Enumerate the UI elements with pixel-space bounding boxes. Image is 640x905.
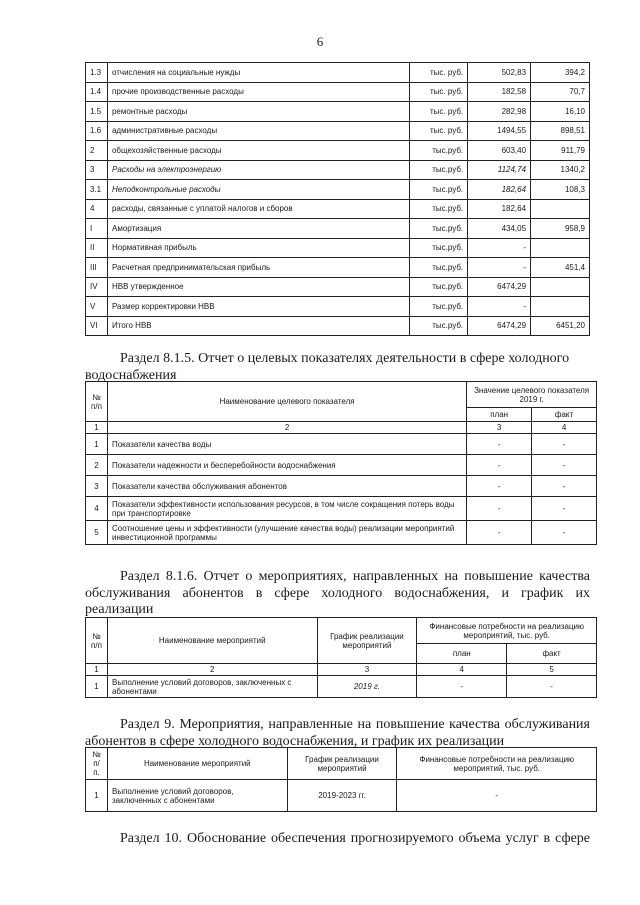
table-row [86,141,590,161]
index-cell: 2 [107,664,317,676]
index-cell: 4 [532,422,597,434]
row-plan: - [467,434,532,455]
table-row [86,277,590,297]
col-num-header: № п/п [86,382,108,422]
row-name: Выполнение условий договоров, заключенных с абонентами [107,780,287,812]
row-value-2: 958,9 [531,219,590,239]
table-row [86,180,590,200]
row-fact: - [532,434,597,455]
row-unit: тыс. руб. [410,82,468,102]
row-name: расходы, связанные с уплатой налогов и сборов [107,199,409,219]
table-row [86,63,590,83]
row-value-2: 6451,20 [531,316,590,336]
row-fact: - [532,476,597,497]
index-cell: 2 [107,422,466,434]
row-value-1: 282,98 [468,102,531,122]
index-cell: 1 [86,664,108,676]
measures-report-table [85,617,597,698]
col-schedule-header: График реализации мероприятий [317,618,417,664]
row-value-2: 1340,2 [531,160,590,180]
target-indicators-table [85,381,597,545]
section-9-heading-line2: абонентов в сфере холодного водоснабжения, и график их реализации [85,734,505,749]
row-finance: - [397,780,597,812]
row-value-2 [531,297,590,317]
col-name-header: Наименование целевого показателя [107,382,466,422]
row-plan: - [467,521,532,545]
row-name: отчисления на социальные нужды [107,63,409,83]
row-value-1: 1494,55 [468,121,531,141]
row-name: Нормативная прибыль [107,238,409,258]
row-plan: - [467,476,532,497]
col-finance-header: Финансовые потребности на реализацию мероприятий, тыс. руб. [397,748,597,780]
row-unit: тыс.руб. [410,316,468,336]
row-value-1: 182,58 [468,82,531,102]
row-name: Итого НВВ [107,316,409,336]
table-row [86,199,590,219]
index-cell: 5 [507,664,597,676]
row-value-1: - [468,297,531,317]
row-value-2 [531,238,590,258]
row-value-1: 434,05 [468,219,531,239]
col-plan-header: план [417,644,507,664]
index-cell: 3 [317,664,417,676]
row-num: 1.5 [86,102,108,122]
row-num: IV [86,277,108,297]
row-value-1: 6474,29 [468,316,531,336]
col-plan-header: план [467,408,532,422]
row-value-2 [531,277,590,297]
row-num: 1.6 [86,121,108,141]
table-row [86,434,597,455]
row-name: Показатели надежности и бесперебойности водоснабжения [107,455,466,476]
row-name: Соотношение цены и эффективности (улучшение качества воды) реализации мероприятий инвестиционной программы [107,521,466,545]
table-row [86,121,590,141]
row-value-1: - [468,258,531,278]
row-name: общехозяйственные расходы [107,141,409,161]
table-row [86,219,590,239]
row-unit: тыс. руб. [410,121,468,141]
row-unit: тыс.руб. [410,199,468,219]
page-number: 6 [316,34,324,49]
row-value-2: 16,10 [531,102,590,122]
row-num: 5 [86,521,108,545]
row-num: 1 [86,434,108,455]
row-unit: тыс.руб. [410,297,468,317]
section-815-heading-line2: водоснабжения [85,368,177,383]
row-name: НВВ утвержденное [107,277,409,297]
table-row [86,497,597,521]
table-row [86,297,590,317]
row-num: 3 [86,476,108,497]
row-unit: тыс.руб. [410,160,468,180]
row-value-2: 394,2 [531,63,590,83]
row-name: Расчетная предпринимательская прибыль [107,258,409,278]
table-row [86,455,597,476]
row-unit: тыс.руб. [410,238,468,258]
row-value-2: 108,3 [531,180,590,200]
row-num: V [86,297,108,317]
row-num: 1.4 [86,82,108,102]
row-fact: - [532,455,597,476]
row-name: Показатели эффективности использования ресурсов, в том числе сокращения потерь воды при транспортировке [107,497,466,521]
row-name: Амортизация [107,219,409,239]
row-num: 3 [86,160,108,180]
row-unit: тыс.руб. [410,277,468,297]
col-fact-header: факт [507,644,597,664]
row-name: прочие производственные расходы [107,82,409,102]
row-num: 1 [86,676,108,698]
row-schedule: 2019-2023 гг. [287,780,397,812]
row-fact: - [532,521,597,545]
row-value-1: 502,83 [468,63,531,83]
table-row [86,102,590,122]
table-row [86,258,590,278]
row-num: II [86,238,108,258]
row-num: 4 [86,199,108,219]
section-816-heading-line2: обслуживания абонентов в сфере холодного водоснабжения, и график их [85,586,590,601]
row-unit: тыс.руб. [410,141,468,161]
col-schedule-header: График реализации мероприятий [287,748,397,780]
row-unit: тыс. руб. [410,63,468,83]
row-value-1: - [468,238,531,258]
table-row [86,676,597,698]
nvv-table [85,62,590,336]
row-name: Выполнение условий договоров, заключенных с абонентами [107,676,317,698]
index-cell: 1 [86,422,108,434]
row-name: административные расходы [107,121,409,141]
row-plan: - [467,455,532,476]
row-schedule: 2019 г. [317,676,417,698]
row-fact: - [507,676,597,698]
col-name-header: Наименование мероприятий [107,748,287,780]
row-num: VI [86,316,108,336]
row-value-2: 911,79 [531,141,590,161]
table-row [86,316,590,336]
row-unit: тыс. руб. [410,102,468,122]
row-num: 4 [86,497,108,521]
row-name: Расходы на электроэнергию [107,160,409,180]
col-fact-header: факт [532,408,597,422]
col-num-header: № п/п. [86,748,108,780]
row-name: Показатели качества обслуживания абонентов [107,476,466,497]
row-num: I [86,219,108,239]
row-value-2 [531,199,590,219]
section-816-heading-line1: Раздел 8.1.6. Отчет о мероприятиях, направленных на повышение качества [120,569,590,584]
row-name: Размер корректировки НВВ [107,297,409,317]
col-value-group-header: Значение целевого показателя 2019 г. [467,382,597,408]
row-num: 2 [86,141,108,161]
table-row [86,160,590,180]
row-unit: тыс.руб. [410,219,468,239]
table-row [86,476,597,497]
row-value-1: 1124,74 [468,160,531,180]
col-name-header: Наименование мероприятий [107,618,317,664]
row-value-1: 182,64 [468,199,531,219]
row-value-2: 451,4 [531,258,590,278]
table-row [86,521,597,545]
row-value-2: 898,51 [531,121,590,141]
col-num-header: № п/п [86,618,108,664]
row-name: Неподконтрольные расходы [107,180,409,200]
row-plan: - [467,497,532,521]
row-name: Показатели качества воды [107,434,466,455]
row-value-2: 70,7 [531,82,590,102]
table-row [86,82,590,102]
row-name: ремонтные расходы [107,102,409,122]
section-9-heading-line1: Раздел 9. Мероприятия, направленные на повышение качества обслуживания [120,717,590,732]
row-num: 1.3 [86,63,108,83]
row-value-1: 182,64 [468,180,531,200]
row-num: III [86,258,108,278]
section-816-heading-line3: реализации [85,602,154,617]
row-unit: тыс.руб. [410,180,468,200]
row-value-1: 603,40 [468,141,531,161]
col-finance-header: Финансовые потребности на реализацию мероприятий, тыс. руб. [417,618,597,644]
row-unit: тыс.руб. [410,258,468,278]
row-fact: - [532,497,597,521]
measures-table [85,747,597,812]
row-plan: - [417,676,507,698]
index-cell: 3 [467,422,532,434]
row-num: 3.1 [86,180,108,200]
row-num: 1 [86,780,108,812]
section-815-heading-line1: Раздел 8.1.5. Отчет о целевых показателях деятельности в сфере холодного [120,351,570,366]
row-num: 2 [86,455,108,476]
table-row [86,780,597,812]
table-row [86,238,590,258]
row-value-1: 6474,29 [468,277,531,297]
index-cell: 4 [417,664,507,676]
section-10-heading: Раздел 10. Обоснование обеспечения прогнозируемого объема услуг в сфере [120,831,590,846]
